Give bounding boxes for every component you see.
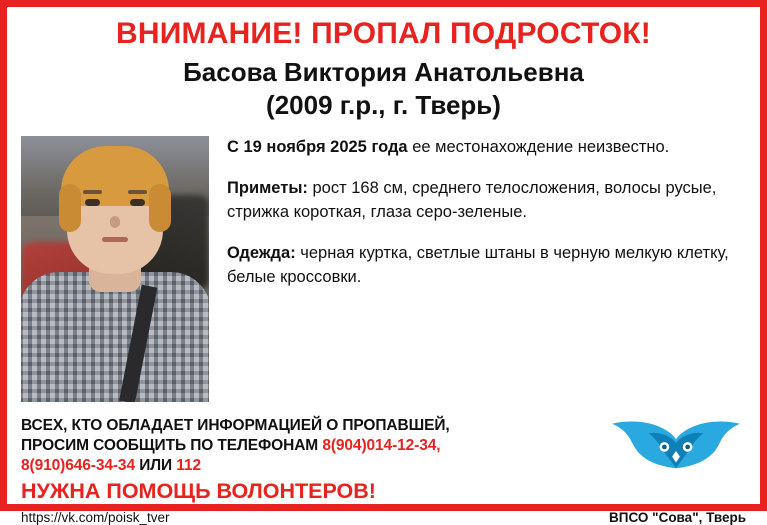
clothes-label: Одежда: — [227, 244, 296, 263]
missing-since-text: ее местонахождение неизвестно. — [407, 138, 670, 157]
owl-logo-icon — [608, 414, 744, 476]
person-details — [209, 136, 760, 402]
poster-content — [7, 136, 760, 402]
photo-person-eye-left — [85, 199, 100, 206]
photo-person-brow-left — [83, 190, 102, 194]
photo-person-mouth — [102, 237, 128, 242]
phone-number-3[interactable]: 112 — [176, 457, 201, 475]
photo-person-nose — [110, 216, 120, 228]
clothes-text: черная куртка, светлые штаны в черную мелкую клетку, белые кроссовки. — [227, 244, 729, 286]
call-line-2-prefix: ПРОСИМ СООБЩИТЬ ПО ТЕЛЕФОНАМ — [21, 437, 323, 455]
phone-number-1[interactable]: 8(904)014-12-34, — [322, 437, 441, 455]
poster-footer — [7, 416, 760, 525]
photo-person-eye-right — [130, 199, 145, 206]
features-label: Приметы: — [227, 179, 308, 198]
person-name-line1: Басова Виктория Анатольевна — [183, 56, 584, 87]
features-paragraph — [227, 177, 744, 224]
volunteers-help-line: НУЖНА ПОМОЩЬ ВОЛОНТЕРОВ! — [21, 479, 376, 504]
photo-person-brow-right — [128, 190, 147, 194]
phone-number-2[interactable]: 8(910)646-34-34 — [21, 457, 135, 475]
poster-bottom-row — [21, 510, 746, 525]
organization-name: ВПСО "Сова", Тверь — [609, 510, 746, 525]
person-photo — [21, 136, 209, 402]
person-name — [7, 56, 760, 123]
vk-link[interactable]: https://vk.com/poisk_tver — [21, 510, 170, 525]
missing-since-paragraph — [227, 136, 744, 159]
phone-or-label: ИЛИ — [139, 457, 173, 475]
missing-since-date: С 19 ноября 2025 года — [227, 138, 408, 157]
poster-headline: ВНИМАНИЕ! ПРОПАЛ ПОДРОСТОК! — [116, 17, 651, 50]
call-line-1: ВСЕХ, КТО ОБЛАДАЕТ ИНФОРМАЦИЕЙ О ПРОПАВШЕЙ, — [21, 417, 450, 435]
features-text: рост 168 см, среднего телосложения, волосы русые, стрижка короткая, глаза серо-зеленые. — [227, 179, 717, 221]
photo-person-hair-left — [59, 184, 81, 232]
photo-person-hair-right — [149, 184, 171, 232]
person-name-line2: (2009 г.р., г. Тверь) — [266, 89, 501, 120]
clothes-paragraph — [227, 242, 744, 289]
